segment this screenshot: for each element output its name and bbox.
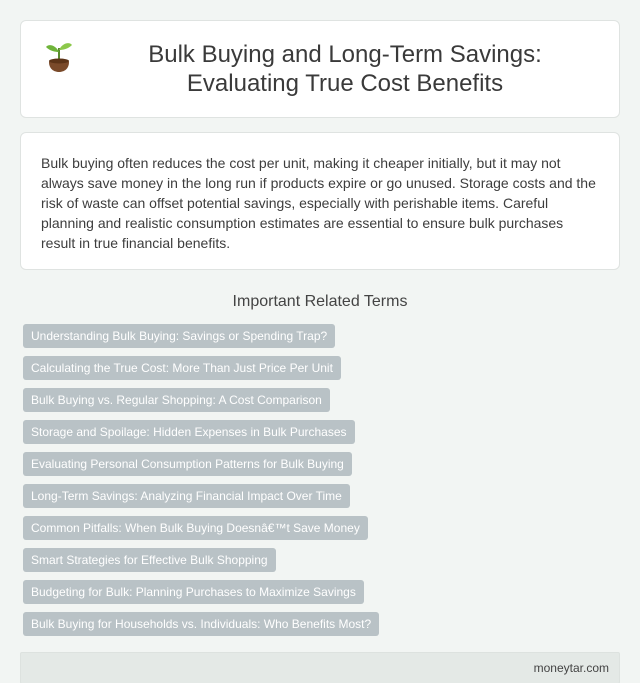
footer <box>20 652 620 683</box>
related-terms-list <box>20 324 620 644</box>
related-term-tag[interactable]: Smart Strategies for Effective Bulk Shopping <box>23 548 276 572</box>
sprout-icon <box>41 38 77 74</box>
footer-site-link[interactable]: moneytar.com <box>533 661 609 675</box>
related-term-tag[interactable]: Common Pitfalls: When Bulk Buying Doesnâ€™t Save Money <box>23 516 368 540</box>
related-term-tag[interactable]: Storage and Spoilage: Hidden Expenses in Bulk Purchases <box>23 420 355 444</box>
page-title: Bulk Buying and Long-Term Savings: Evaluating True Cost Benefits <box>148 41 542 97</box>
title-card <box>20 20 620 118</box>
related-term-tag[interactable]: Calculating the True Cost: More Than Just Price Per Unit <box>23 356 341 380</box>
related-term-tag[interactable]: Bulk Buying for Households vs. Individuals: Who Benefits Most? <box>23 612 379 636</box>
related-term-tag[interactable]: Understanding Bulk Buying: Savings or Spending Trap? <box>23 324 335 348</box>
title-row <box>41 40 599 98</box>
related-term-tag[interactable]: Bulk Buying vs. Regular Shopping: A Cost Comparison <box>23 388 330 412</box>
summary-card <box>20 132 620 270</box>
related-term-tag[interactable]: Budgeting for Bulk: Planning Purchases to Maximize Savings <box>23 580 364 604</box>
summary-text: Bulk buying often reduces the cost per unit, making it cheaper initially, but it may not always save money in the long run if products expire or go unused. Storage costs and the risk of waste can offset potential savings, especially with perishable items. Careful planning and realistic consumption estimates are essential to ensure bulk purchases result in true financial benefits. <box>41 155 596 251</box>
related-term-tag[interactable]: Long-Term Savings: Analyzing Financial Impact Over Time <box>23 484 350 508</box>
related-terms-heading: Important Related Terms <box>232 293 408 310</box>
related-term-tag[interactable]: Evaluating Personal Consumption Patterns for Bulk Buying <box>23 452 352 476</box>
